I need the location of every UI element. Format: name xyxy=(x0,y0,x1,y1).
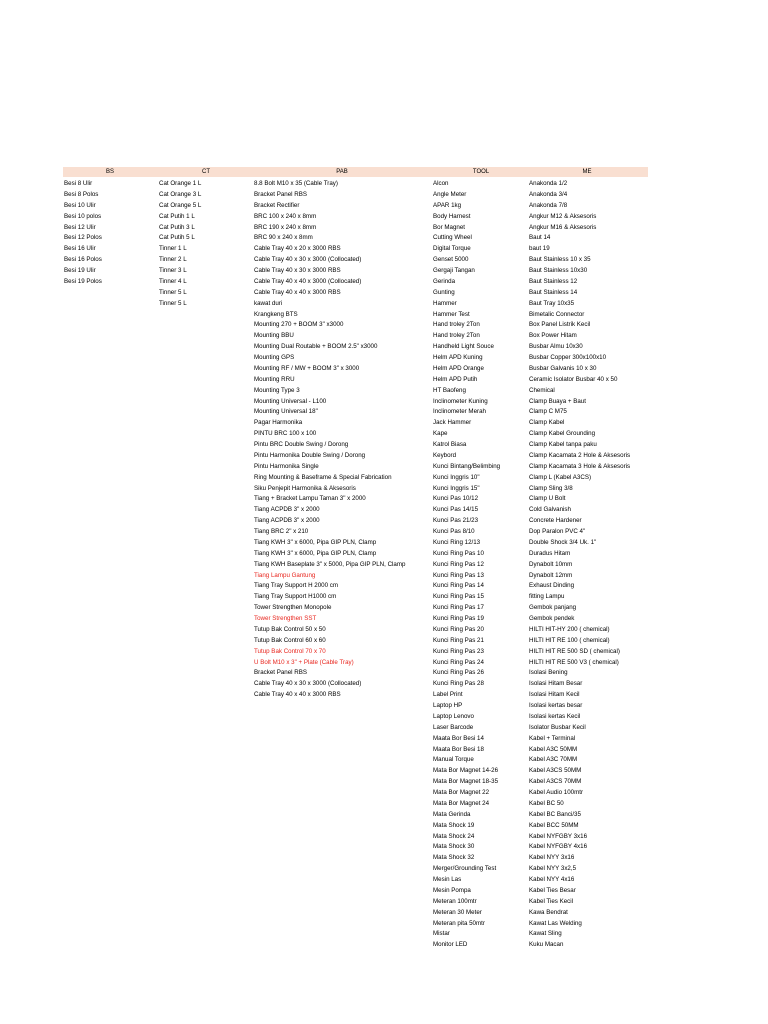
cell-me[interactable]: Busbar Galvanis 10 x 30 xyxy=(529,364,597,372)
cell-me[interactable]: Clamp U Bolt xyxy=(529,495,566,503)
cell-me[interactable]: Dop Paralon PVC 4" xyxy=(529,528,586,535)
cell-tool[interactable]: Meteran 30 Meter xyxy=(433,908,482,916)
cell-me[interactable]: HILTI HIT RE 500 SD ( chemical) xyxy=(529,647,620,655)
cell-tool[interactable]: Gergaji Tangan xyxy=(433,267,475,274)
cell-bs[interactable]: Besi 8 Polos xyxy=(64,190,99,198)
cell-me[interactable]: HILTI HIT RE 100 ( chemical) xyxy=(529,636,610,644)
cell-pab[interactable]: Bracket Rectifier xyxy=(254,201,300,209)
cell-me[interactable]: Kabel A3C 50MM xyxy=(529,745,578,753)
cell-me[interactable]: Kabel Ties Kecil xyxy=(529,897,574,905)
cell-pab[interactable]: Tower Strengthen Monopole xyxy=(254,604,332,612)
cell-pab[interactable]: Tiang KWH Baseplate 3" x 5000, Pipa GIP PLN, Clamp xyxy=(254,560,406,568)
cell-bs[interactable]: Besi 12 Polos xyxy=(64,234,102,242)
cell-pab[interactable]: Mounting RF / MW + BOOM 3" x 3000 xyxy=(254,364,360,372)
cell-tool[interactable]: Cutting Wheel xyxy=(433,234,472,242)
cell-me[interactable]: Baut Stainless 10 x 35 xyxy=(529,256,591,264)
cell-pab[interactable]: Pagar Harmonika xyxy=(254,419,303,427)
cell-ct[interactable]: Tinner 5 L xyxy=(159,299,187,307)
cell-me[interactable]: Chemical xyxy=(529,386,555,394)
cell-me[interactable]: Clamp Buaya + Baut xyxy=(529,397,586,405)
cell-me[interactable]: Kabel NYY 4x16 xyxy=(529,876,575,883)
cell-tool[interactable]: Mata Shock 24 xyxy=(433,832,475,840)
cell-me[interactable]: Anakonda 7/8 xyxy=(529,201,568,209)
cell-tool[interactable]: Laptop HP xyxy=(433,702,463,709)
cell-me[interactable]: Dynabolt 12mm xyxy=(529,571,573,579)
cell-tool[interactable]: Mata Shock 19 xyxy=(433,821,475,829)
cell-ct[interactable]: Cat Orange 1 L xyxy=(159,180,202,187)
cell-pab[interactable]: Cable Tray 40 x 30 x 3000 (Collocated) xyxy=(254,680,362,688)
header-me[interactable]: ME xyxy=(582,169,592,175)
cell-me[interactable]: Isolasi kertas besar xyxy=(529,702,583,709)
cell-me[interactable]: Clamp Sling 3/8 xyxy=(529,484,573,492)
cell-tool[interactable]: Hammer xyxy=(433,299,457,307)
cell-pab[interactable]: Cable Tray 40 x 20 x 3000 RBS xyxy=(254,245,341,253)
cell-pab[interactable]: BRC 190 x 240 x 8mm xyxy=(254,223,317,231)
cell-me[interactable]: Duradus Hitam xyxy=(529,549,571,557)
cell-tool[interactable]: Mata Gerinda xyxy=(433,810,471,818)
cell-tool[interactable]: Genset 5000 xyxy=(433,256,469,264)
cell-ct[interactable]: Tinner 2 L xyxy=(159,256,187,264)
cell-me[interactable]: Exhaust Dinding xyxy=(529,582,575,590)
cell-me[interactable]: Baut Tray 10x35 xyxy=(529,299,575,307)
cell-me[interactable]: Anakonda 1/2 xyxy=(529,180,568,187)
cell-tool[interactable]: Maata Bor Besi 18 xyxy=(433,745,484,753)
cell-me[interactable]: Kabel NYFGBY 3x16 xyxy=(529,832,588,840)
cell-pab[interactable]: Cable Tray 40 x 30 x 3000 (Collocated) xyxy=(254,256,362,264)
cell-me[interactable]: Busbar Copper 300x100x10 xyxy=(529,354,607,361)
cell-me[interactable]: Isolator Busbar Kecil xyxy=(529,723,586,731)
cell-pab[interactable]: Cable Tray 40 x 40 x 3000 RBS xyxy=(254,691,341,699)
cell-pab[interactable]: Bracket Panel RBS xyxy=(254,190,307,198)
cell-tool[interactable]: Kunci Ring Pas 17 xyxy=(433,604,484,612)
cell-me[interactable]: Kawa Bendrat xyxy=(529,908,568,916)
cell-tool[interactable]: Hand troley 2Ton xyxy=(433,332,480,340)
cell-tool[interactable]: Kunci Ring Pas 24 xyxy=(433,658,484,666)
spreadsheet xyxy=(63,167,648,949)
column-pab xyxy=(254,179,430,701)
cell-pab[interactable]: Mounting Dual Routable + BOOM 2.5" x3000 xyxy=(254,343,378,351)
cell-me[interactable]: Baut Stainless 10x30 xyxy=(529,267,588,274)
cell-me[interactable]: Kabel BC Banci/35 xyxy=(529,810,581,818)
cell-ct[interactable]: Tinner 5 L xyxy=(159,288,187,296)
cell-tool[interactable]: Inclinometer Merah xyxy=(433,408,486,416)
cell-me[interactable]: Box Power Hitam xyxy=(529,332,577,340)
cell-pab[interactable]: Tiang KWH 3" x 6000, Pipa GIP PLN, Clamp xyxy=(254,538,377,546)
cell-me[interactable]: Box Panel Listrik Kecil xyxy=(529,321,591,329)
cell-me[interactable]: Clamp L (Kabel A3CS) xyxy=(529,473,592,481)
cell-pab[interactable]: 8.8 Bolt M10 x 35 (Cable Tray) xyxy=(254,180,338,187)
cell-tool[interactable]: Kunci Pas 14/15 xyxy=(433,506,479,514)
cell-pab[interactable]: Mounting BBU xyxy=(254,332,294,340)
cell-me[interactable]: Isolasi Hitam Kecil xyxy=(529,691,580,699)
cell-me[interactable]: Isolasi Bening xyxy=(529,669,568,677)
cell-me[interactable]: Busbar Almu 10x30 xyxy=(529,343,583,351)
cell-pab[interactable]: Tiang Lampu Gantung xyxy=(254,571,316,579)
cell-pab[interactable]: Tutup Bak Control 60 x 60 xyxy=(254,636,326,644)
cell-pab[interactable]: U Bolt M10 x 3" + Plate (Cable Tray) xyxy=(254,658,354,666)
cell-tool[interactable]: Hammer Test xyxy=(433,310,470,318)
cell-ct[interactable]: Cat Putih 1 L xyxy=(159,212,195,220)
cell-bs[interactable]: Besi 10 Ulir xyxy=(64,201,96,209)
cell-me[interactable]: Kabel NYFGBY 4x16 xyxy=(529,843,588,851)
cell-pab[interactable]: Pintu Harmonika Single xyxy=(254,462,319,470)
cell-ct[interactable]: Cat Putih 3 L xyxy=(159,223,195,231)
cell-tool[interactable]: Kunci Ring Pas 14 xyxy=(433,582,484,590)
cell-tool[interactable]: Mata Shock 30 xyxy=(433,843,475,851)
cell-tool[interactable]: Kunci Ring Pas 20 xyxy=(433,625,484,633)
cell-pab[interactable]: Tiang BRC 2" x 210 xyxy=(254,528,309,535)
header-row xyxy=(63,167,648,177)
cell-pab[interactable]: Mounting GPS xyxy=(254,354,295,361)
header-ct[interactable]: CT xyxy=(202,169,210,175)
cell-pab[interactable]: Tiang KWH 3" x 6000, Pipa GIP PLN, Clamp xyxy=(254,549,377,557)
cell-tool[interactable]: Digital Torque xyxy=(433,245,471,253)
cell-tool[interactable]: Kunci Ring Pas 28 xyxy=(433,680,484,688)
cell-me[interactable]: Kabel BC 50 xyxy=(529,799,564,807)
cell-me[interactable]: Baut 14 xyxy=(529,234,551,242)
cell-me[interactable]: Kabel NYY 3x2,5 xyxy=(529,865,577,873)
cell-pab[interactable]: Krangkeng BTS xyxy=(254,310,298,318)
cell-tool[interactable]: Mata Bor Magnet 18-35 xyxy=(433,778,499,786)
cell-pab[interactable]: Mounting Type 3 xyxy=(254,386,300,394)
cell-pab[interactable]: Tutup Bak Control 50 x 50 xyxy=(254,625,326,633)
cell-tool[interactable]: Mata Bor Magnet 22 xyxy=(433,789,490,796)
cell-pab[interactable]: PINTU BRC 100 x 100 xyxy=(254,430,317,438)
cell-ct[interactable]: Tinner 1 L xyxy=(159,245,187,253)
cell-me[interactable]: Dynabolt 10mm xyxy=(529,560,573,568)
cell-me[interactable]: Baut Stainless 14 xyxy=(529,288,578,296)
cell-tool[interactable]: Handheld Light Souce xyxy=(433,343,494,351)
cell-tool[interactable]: Kunci Ring Pas 13 xyxy=(433,571,484,579)
cell-me[interactable]: Clamp Kacamata 2 Hole & Aksesoris xyxy=(529,451,631,459)
cell-tool[interactable]: Merger/Grounding Test xyxy=(433,865,497,873)
cell-tool[interactable]: Meteran 100mtr xyxy=(433,897,477,905)
cell-tool[interactable]: Mesin Las xyxy=(433,876,462,883)
cell-tool[interactable]: Kape xyxy=(433,430,448,438)
cell-ct[interactable]: Cat Orange 3 L xyxy=(159,190,202,198)
cell-pab[interactable]: Tiang Tray Support H 2000 cm xyxy=(254,582,339,590)
column-tool xyxy=(433,179,525,951)
cell-tool[interactable]: Kunci Inggris 15" xyxy=(433,484,480,492)
cell-tool[interactable]: Keybord xyxy=(433,451,457,459)
cell-me[interactable]: baut 19 xyxy=(529,245,550,253)
cell-tool[interactable]: Kunci Pas 21/23 xyxy=(433,517,479,525)
cell-tool[interactable]: Bor Magnet xyxy=(433,223,465,231)
cell-me[interactable]: Kuku Macan xyxy=(529,941,564,949)
cell-me[interactable]: Ceramic Isolator Busbar 40 x 50 xyxy=(529,375,618,383)
cell-tool[interactable]: Helm APD Orange xyxy=(433,364,484,372)
cell-pab[interactable]: Ring Mounting & Baseframe & Special Fabrication xyxy=(254,473,392,481)
cell-bs[interactable]: Besi 19 Polos xyxy=(64,277,102,285)
cell-bs[interactable]: Besi 19 Ulir xyxy=(64,267,96,274)
cell-me[interactable]: Kawat Sling xyxy=(529,930,562,938)
header-tool[interactable]: TOOL xyxy=(472,169,490,175)
cell-me[interactable]: Kabel Ties Besar xyxy=(529,886,576,894)
cell-pab[interactable]: Tower Strengthen SST xyxy=(254,615,317,622)
cell-me[interactable]: Gembok pendek xyxy=(529,615,575,622)
cell-pab[interactable]: Cable Tray 40 x 30 x 3000 RBS xyxy=(254,267,341,274)
cell-pab[interactable]: Tiang ACPDB 3" x 2000 xyxy=(254,506,320,514)
cell-me[interactable]: Kabel BCC 50MM xyxy=(529,821,579,829)
cell-me[interactable]: Baut Stainless 12 xyxy=(529,277,578,285)
cell-tool[interactable]: Kunci Ring Pas 12 xyxy=(433,560,484,568)
cell-pab[interactable]: BRC 90 x 240 x 8mm xyxy=(254,234,313,242)
cell-tool[interactable]: Maata Bor Besi 14 xyxy=(433,734,484,742)
cell-pab[interactable]: Pintu Harmonika Double Swing / Dorong xyxy=(254,451,366,459)
cell-bs[interactable]: Besi 10 polos xyxy=(64,212,102,220)
cell-tool[interactable]: Kunci Inggris 10" xyxy=(433,473,480,481)
cell-me[interactable]: Clamp Kacamata 3 Hole & Aksesoris xyxy=(529,462,631,470)
cell-tool[interactable]: Mata Shock 32 xyxy=(433,854,475,862)
cell-tool[interactable]: Kunci Bintang/Belimbing xyxy=(433,462,501,470)
cell-pab[interactable]: Tiang Tray Support H1000 cm xyxy=(254,593,337,601)
cell-pab[interactable]: Cable Tray 40 x 40 x 3000 (Collocated) xyxy=(254,277,362,285)
cell-me[interactable]: Angkur M16 & Aksesoris xyxy=(529,223,597,231)
cell-bs[interactable]: Besi 8 Ulir xyxy=(64,180,93,187)
cell-pab[interactable]: BRC 100 x 240 x 8mm xyxy=(254,212,317,220)
cell-tool[interactable]: HT Baofeng xyxy=(433,386,466,394)
cell-bs[interactable]: Besi 12 Ulir xyxy=(64,223,96,231)
cell-me[interactable]: fitting Lampu xyxy=(529,593,565,601)
cell-tool[interactable]: Mesin Pompa xyxy=(433,886,471,894)
cell-pab[interactable]: Cable Tray 40 x 40 x 3000 RBS xyxy=(254,288,341,296)
cell-me[interactable]: Gembok panjang xyxy=(529,604,577,612)
cell-me[interactable]: Kabel A3CS 70MM xyxy=(529,778,582,786)
cell-ct[interactable]: Tinner 3 L xyxy=(159,267,187,274)
cell-tool[interactable]: Kunci Ring Pas 26 xyxy=(433,669,484,677)
cell-me[interactable]: Kabel A3C 70MM xyxy=(529,756,578,764)
cell-me[interactable]: Kabel A3CS 50MM xyxy=(529,767,582,775)
cell-tool[interactable]: Laser Barcode xyxy=(433,723,474,731)
cell-pab[interactable]: Mounting Universal - L100 xyxy=(254,397,327,405)
cell-me[interactable]: Clamp C M75 xyxy=(529,408,567,416)
cell-tool[interactable]: Alcon xyxy=(433,180,449,187)
cell-tool[interactable]: Katrol Biasa xyxy=(433,441,467,448)
cell-me[interactable]: Kabel Audio 100mtr xyxy=(529,789,584,796)
cell-tool[interactable]: Monitor LED xyxy=(433,941,468,949)
cell-me[interactable]: Kawat Las Welding xyxy=(529,919,582,927)
cell-tool[interactable]: Gunting xyxy=(433,288,455,296)
cell-tool[interactable]: Kunci Ring Pas 21 xyxy=(433,636,484,644)
cell-pab[interactable]: Pintu BRC Double Swing / Dorong xyxy=(254,441,349,448)
cell-me[interactable]: Bimetalic Connector xyxy=(529,310,585,318)
cell-tool[interactable]: Kunci Pas 10/12 xyxy=(433,495,479,503)
cell-me[interactable]: HILTI HIT-HY 200 ( chemical) xyxy=(529,625,610,633)
cell-me[interactable]: Concrete Hardener xyxy=(529,517,582,525)
cell-tool[interactable]: Inclinometer Kuning xyxy=(433,397,488,405)
cell-tool[interactable]: Kunci Ring Pas 23 xyxy=(433,647,484,655)
cell-me[interactable]: Kabel NYY 3x16 xyxy=(529,854,575,862)
cell-tool[interactable]: Kunci Ring 12/13 xyxy=(433,538,481,546)
cell-tool[interactable]: Label Print xyxy=(433,691,463,699)
cell-me[interactable]: Angkur M12 & Aksesoris xyxy=(529,212,597,220)
cell-me[interactable]: Double Shock 3/4 Uk. 1" xyxy=(529,538,597,546)
cell-me[interactable]: Isolasi kertas Kecil xyxy=(529,712,581,720)
cell-tool[interactable]: Helm APD Kuning xyxy=(433,354,483,361)
cell-pab[interactable]: Tutup Bak Control 70 x 70 xyxy=(254,647,326,655)
cell-me[interactable]: Clamp Kabel xyxy=(529,419,565,427)
cell-bs[interactable]: Besi 16 Ulir xyxy=(64,245,96,253)
cell-tool[interactable]: Jack Hammer xyxy=(433,419,472,427)
cell-tool[interactable]: Kunci Ring Pas 10 xyxy=(433,549,484,557)
cell-tool[interactable]: Gerinda xyxy=(433,277,456,285)
cell-pab[interactable]: Bracket Panel RBS xyxy=(254,669,307,677)
column-ct xyxy=(159,179,251,310)
cell-tool[interactable]: Mata Bor Magnet 24 xyxy=(433,799,490,807)
cell-ct[interactable]: Cat Orange 5 L xyxy=(159,201,202,209)
cell-tool[interactable]: Kunci Pas 8/10 xyxy=(433,528,475,535)
cell-ct[interactable]: Cat Putih 5 L xyxy=(159,234,195,242)
cell-tool[interactable]: Body Harnest xyxy=(433,212,471,220)
cell-me[interactable]: HILTI HIT RE 500 V3 ( chemical) xyxy=(529,658,619,666)
cell-tool[interactable]: Mata Bor Magnet 14-26 xyxy=(433,767,499,775)
cell-me[interactable]: Anakonda 3/4 xyxy=(529,190,568,198)
cell-pab[interactable]: kawat duri xyxy=(254,299,283,307)
cell-me[interactable]: Isolasi Hitam Besar xyxy=(529,680,583,688)
cell-tool[interactable]: Manual Torque xyxy=(433,756,474,764)
cell-me[interactable]: Clamp Kabel tanpa paku xyxy=(529,441,597,448)
cell-tool[interactable]: Hand troley 2Ton xyxy=(433,321,480,329)
cell-me[interactable]: Cold Galvanish xyxy=(529,506,571,514)
cell-tool[interactable]: APAR 1kg xyxy=(433,201,462,209)
cell-pab[interactable]: Siku Penjepit Harmonika & Aksesoris xyxy=(254,484,356,492)
cell-tool[interactable]: Helm APD Putih xyxy=(433,375,478,383)
cell-tool[interactable]: Meteran pita 50mtr xyxy=(433,919,485,927)
cell-pab[interactable]: Mounting 270 + BOOM 3" x3000 xyxy=(254,321,344,329)
cell-tool[interactable]: Laptop Lenovo xyxy=(433,712,474,720)
column-me xyxy=(529,179,648,951)
cell-tool[interactable]: Kunci Ring Pas 19 xyxy=(433,615,484,622)
cell-pab[interactable]: Mounting Universal 18" xyxy=(254,408,318,416)
cell-me[interactable]: Kabel + Terminal xyxy=(529,734,576,742)
column-bs xyxy=(64,179,156,288)
cell-tool[interactable]: Angle Meter xyxy=(433,190,467,198)
header-pab[interactable]: PAB xyxy=(336,169,348,175)
cell-tool[interactable]: Kunci Ring Pas 15 xyxy=(433,593,484,601)
cell-pab[interactable]: Tiang ACPDB 3" x 2000 xyxy=(254,517,320,525)
cell-me[interactable]: Clamp Kabel Grounding xyxy=(529,430,596,438)
cell-ct[interactable]: Tinner 4 L xyxy=(159,277,187,285)
cell-tool[interactable]: Mistar xyxy=(433,930,450,938)
header-bs[interactable]: BS xyxy=(105,169,115,175)
cell-pab[interactable]: Mounting RRU xyxy=(254,375,295,383)
cell-pab[interactable]: Tiang + Bracket Lampu Taman 3" x 2000 xyxy=(254,495,366,503)
cell-bs[interactable]: Besi 16 Polos xyxy=(64,256,102,264)
